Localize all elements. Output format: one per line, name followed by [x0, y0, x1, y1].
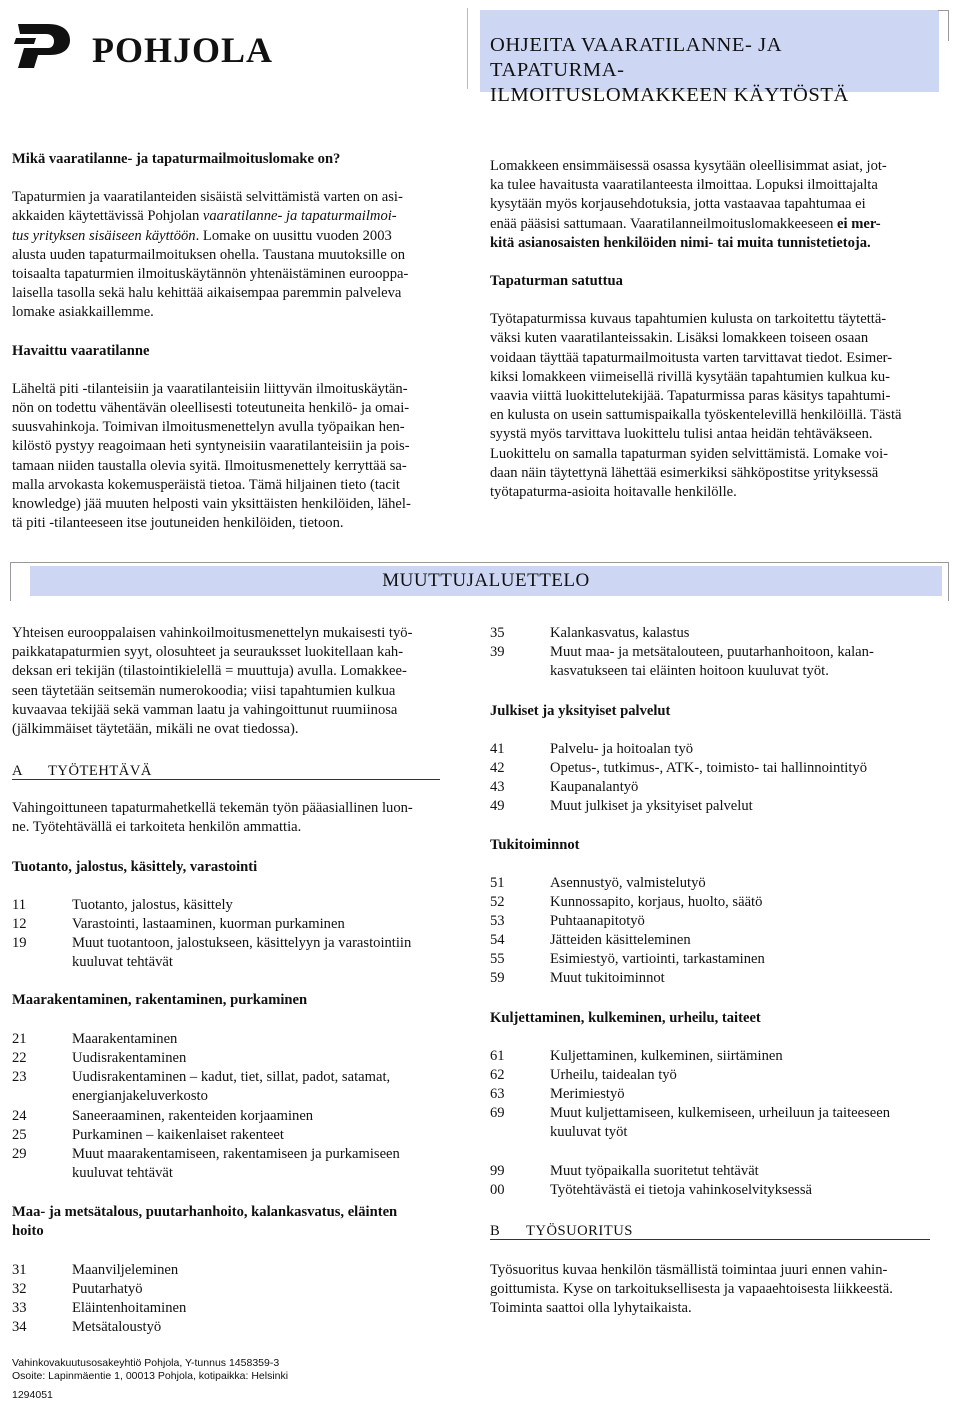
intro-line: alusta uuden tapaturmailmoituksen ohella. Taustana muutoksille on	[12, 246, 406, 263]
havaittu-line: knowledge) jää muuten helposti vain yksittäisten henkilöiden, lähel-	[12, 496, 411, 513]
section-heading-havaittu: Havaittu vaaratilanne	[12, 342, 150, 359]
section-a-letter: A	[12, 763, 23, 779]
footer-form-code: 1294051	[12, 1389, 53, 1401]
intro-line: Yhteisen eurooppalaisen vahinkoilmoitusmenettelyn mukaisesti työ-	[12, 625, 413, 641]
intro-line: kuvaavaa tekijää sekä vamman laatu ja vahingoittunut ruumiinosa	[12, 701, 398, 718]
havaittu-line: suusvahinkoja. Toimivan ilmoitusmenettelyn avulla työpaikan hen-	[12, 419, 405, 436]
havaittu-line: kilöstö pystyy reagoimaan heti syntyneisiin vaaratilanteisiin ja pois-	[12, 438, 410, 455]
tapaturman-line: työtapaturma-asioita hoitavalle henkilölle.	[490, 484, 737, 501]
havaittu-line: tä piti -tilanteeseen itse joutuneiden henkilöiden, tietoon.	[12, 515, 344, 532]
para-line: enää pääsisi sattumaan. Vaaratilanneilmoituslomakkeeseen ei mer-	[490, 215, 881, 232]
havaittu-line: nön on todettu vähentävän oleellisesti toteutuneita henkilö- ja omai-	[12, 400, 410, 417]
right-top-column	[490, 157, 920, 502]
intro-line: seen täytetään seitsemän numerokoodia; viisi tapahtumien kulkua	[12, 682, 396, 699]
left-top-column	[12, 150, 442, 533]
para-line-bold: kitä asianosaisten henkilöiden nimi- tai muita tunnistetietoja.	[490, 234, 871, 251]
tapaturman-line: Luokittelu on samalla tapaturman syiden selvittämistä. Lomake voi-	[490, 445, 888, 462]
group-heading: Julkiset ja yksityiset palvelut	[490, 703, 671, 719]
intro-line: tus yrityksen sisäiseen käyttöön. Lomake on uusittu vuoden 2003	[12, 227, 392, 244]
intro-line: lomake asiakkaillemme.	[12, 304, 154, 321]
intro-line: laisella tasolla sekä halu kehittää aikaisempaa paremmin palveleva	[12, 285, 402, 302]
havaittu-line: malla arvokasta kokemusperäistä tietoa. Tämä hiljainen tieto (tacit	[12, 476, 400, 493]
tapaturman-line: väksi kuten vaaratilanteissakin. Lisäksi lomakkeen toiseen osaan	[490, 330, 869, 347]
group-heading: Kuljettaminen, kulkeminen, urheilu, taiteet	[490, 1010, 761, 1026]
desc-line: ne. Työtehtävällä ei tarkoiteta henkilön ammattia.	[12, 819, 302, 836]
group-heading: Maa- ja metsätalous, puutarhanhoito, kalankasvatus, eläinten hoito	[12, 1204, 398, 1240]
havaittu-line: tamaan niiden taustalla olevia syitä. Ilmoitusmenettely kerryttää sa-	[12, 457, 407, 474]
section-b-letter: B	[490, 1223, 500, 1239]
intro-line: akkaiden käytettävissä Pohjolan vaaratilanne- ja tapaturmailmoi-	[12, 208, 397, 225]
desc-line: Vahingoittuneen tapaturmahetkellä tekemän työn pääasiallinen luon-	[12, 800, 413, 816]
left-bottom-column	[12, 624, 442, 739]
section-a-description	[12, 799, 442, 837]
muuttujaluettelo-banner	[30, 566, 942, 596]
intro-line: toisaalta tapaturmien ilmoituskäytännön yhtenäistäminen eurooppa-	[12, 266, 409, 283]
logo-wordmark: POHJOLA	[92, 30, 274, 70]
document-title: OHJEITA VAARATILANNE- JA TAPATURMA- ILMOITUSLOMAKKEEN KÄYTÖSTÄ	[490, 34, 849, 106]
banner-title: MUUTTUJALUETTELO	[382, 570, 590, 591]
header-corner-rule	[938, 10, 949, 41]
desc-line: Toiminta saattoi olla lyhytaikaista.	[490, 1300, 692, 1317]
tapaturman-line: Työtapaturmissa kuvaus tapahtumien kulusta on tarkoitettu täytettä-	[490, 311, 887, 328]
para-line: ka tulee havaitusta vaaratilanteesta ilmoittaa. Lopuksi ilmoittajalta	[490, 177, 878, 194]
para-line: kysytään myös korjausehdotuksia, jotta vastaavaa tapahtumaa ei	[490, 196, 866, 213]
group-heading: Tuotanto, jalostus, käsittely, varastointi	[12, 859, 258, 875]
intro-line: (jälkimmäiset täytetään, mikäli ne ovat tiedossa).	[12, 721, 299, 738]
tapaturman-line: daan näin täytettynä lähettää esimerkiksi sähköpostitse yrityksessä	[490, 464, 879, 481]
intro-line: Tapaturmien ja vaaratilanteiden sisäistä selvittämistä varten on asi-	[12, 189, 403, 206]
footer-address: Osoite: Lapinmäentie 1, 00013 Pohjola, kotipaikka: Helsinki	[12, 1370, 289, 1382]
section-a-title: TYÖTEHTÄVÄ	[48, 763, 152, 779]
section-a-rule	[12, 763, 440, 780]
tapaturman-line: vaavia viittä luokittelutekijää. Tapaturmissa paras käsitys tapahtumi-	[490, 388, 891, 405]
intro-line: paikkatapaturmien syyt, olosuhteet ja seurauksset luokitellaan kah-	[12, 644, 404, 661]
section-b-description	[490, 1261, 930, 1319]
section-b-title: TYÖSUORITUS	[526, 1223, 633, 1239]
tapaturman-line: syystä myös tarvittava luokittelu tulisi antaa heidän tehtäväkseen.	[490, 426, 873, 443]
group-heading: Tukitoiminnot	[490, 837, 580, 853]
header-title-box	[480, 10, 939, 106]
desc-line: goittumista. Kyse on tarkoituksellisesta ja vapaaehtoisesta liikkeestä.	[490, 1281, 893, 1298]
section-heading-what-is: Mikä vaaratilanne- ja tapaturmailmoituslomake on?	[12, 151, 341, 167]
para-line: Lomakkeen ensimmäisessä osassa kysytään oleellisimmat asiat, jot-	[490, 158, 887, 174]
tapaturman-line: voidaan täyttää tapaturmailmoitusta varten tarvittavat tiedot. Esimer-	[490, 349, 893, 366]
tapaturman-line: kiksi lomakkeen viimeisellä rivillä kysytään tapahtumien kulkua ku-	[490, 368, 891, 385]
section-heading-tapaturman: Tapaturman satuttua	[490, 273, 623, 290]
footer-company: Vahinkovakuutusosakeyhtiö Pohjola, Y-tunnus 1458359-3	[12, 1357, 280, 1369]
section-b-rule	[490, 1223, 930, 1240]
group-heading: Maarakentaminen, rakentaminen, purkaminen	[12, 992, 308, 1008]
intro-line: deksan eri tekijän (tilastointikielellä = muuttuja) avulla. Lomakkee-	[12, 663, 407, 680]
desc-line: Työsuoritus kuvaa henkilön täsmällistä toimintaa juuri ennen vahin-	[490, 1262, 888, 1278]
havaittu-line: Läheltä piti -tilanteisiin ja vaaratilanteisiin liittyvän ilmoituskäytän-	[12, 380, 408, 397]
pohjola-logo-icon	[14, 22, 72, 70]
tapaturman-line: en kulusta on usein sattumispaikalla työskentelevillä henkilöillä. Tästä	[490, 407, 902, 424]
